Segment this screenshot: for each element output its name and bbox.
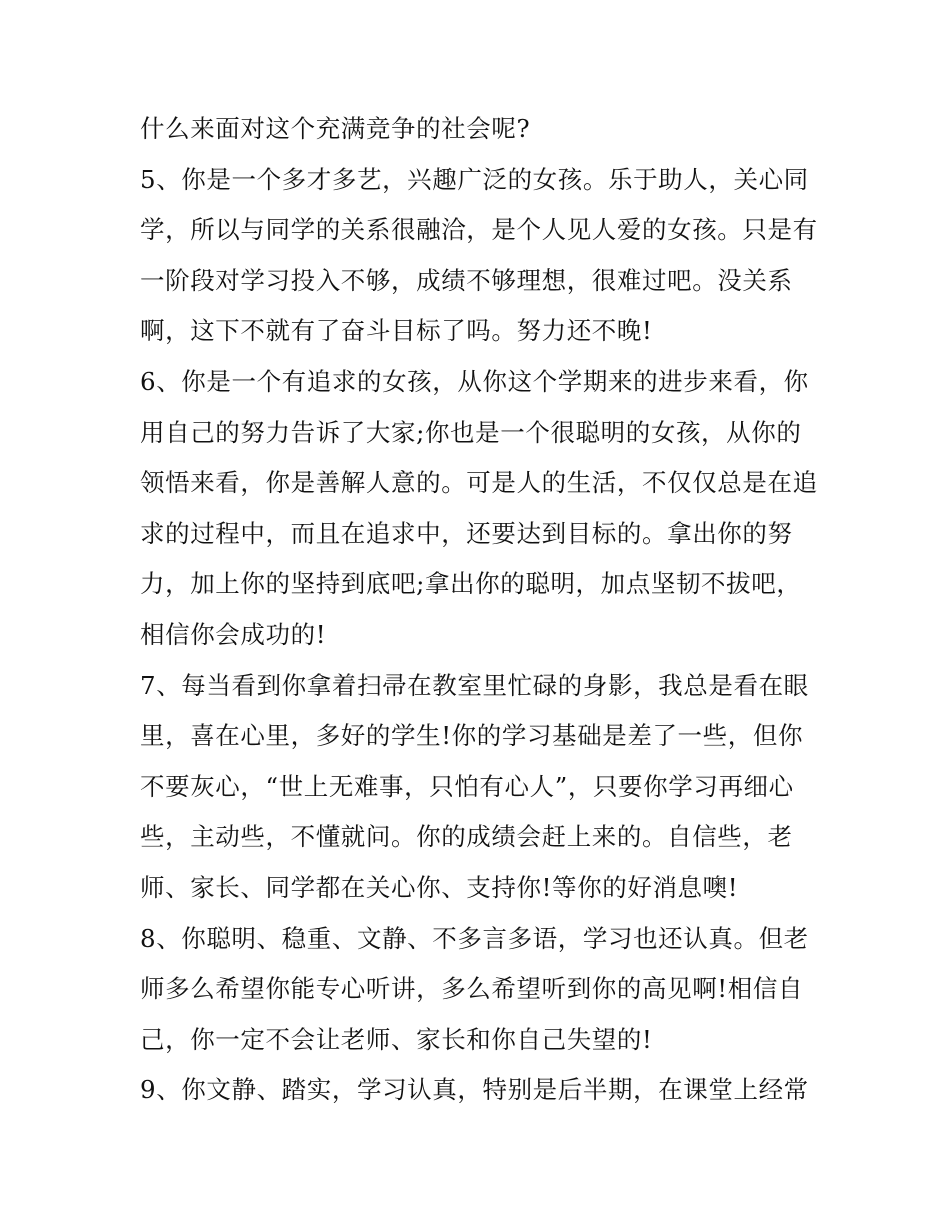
text-line: 师多么希望你能专心听讲，多么希望听到你的高见啊!相信自 (140, 974, 804, 1004)
text-line: 啊，这下不就有了奋斗目标了吗。努力还不晚! (140, 316, 653, 346)
text-line: 用自己的努力告诉了大家;你也是一个很聪明的女孩，从你的 (140, 417, 802, 447)
text-line: 己，你一定不会让老师、家长和你自己失望的! (140, 1024, 653, 1054)
text-line: 9、你文静、踏实，学习认真，特别是后半期，在课堂上经常 (140, 1075, 809, 1105)
text-line: 学，所以与同学的关系很融洽，是个人见人爱的女孩。只是有 (140, 215, 818, 245)
text-line: 里，喜在心里，多好的学生!你的学习基础是差了一些，但你 (140, 721, 804, 751)
text-line: 些，主动些，不懂就问。你的成绩会赶上来的。自信些，老 (140, 822, 793, 852)
text-line: 力，加上你的坚持到底吧;拿出你的聪明，加点坚韧不拔吧， (140, 569, 802, 599)
text-line: 相信你会成功的! (140, 619, 327, 649)
text-line: 8、你聪明、稳重、文静、不多言多语，学习也还认真。但老 (140, 923, 809, 953)
text-line: 师、家长、同学都在关心你、支持你!等你的好消息噢! (140, 872, 739, 902)
text-line: 不要灰心，“世上无难事，只怕有心人”，只要你学习再细心 (140, 771, 794, 801)
text-line: 领悟来看，你是善解人意的。可是人的生活，不仅仅总是在追 (140, 468, 818, 498)
text-line: 7、每当看到你拿着扫帚在教室里忙碌的身影，我总是看在眼 (140, 670, 809, 700)
text-line: 什么来面对这个充满竞争的社会呢? (140, 114, 531, 143)
text-line: 5、你是一个多才多艺，兴趣广泛的女孩。乐于助人，关心同 (140, 164, 809, 194)
text-line: 一阶段对学习投入不够，成绩不够理想，很难过吧。没关系 (140, 265, 793, 295)
document-body (140, 104, 840, 1116)
text-line: 6、你是一个有追求的女孩，从你这个学期来的进步来看，你 (140, 366, 809, 396)
text-line: 求的过程中，而且在追求中，还要达到目标的。拿出你的努 (140, 518, 793, 548)
